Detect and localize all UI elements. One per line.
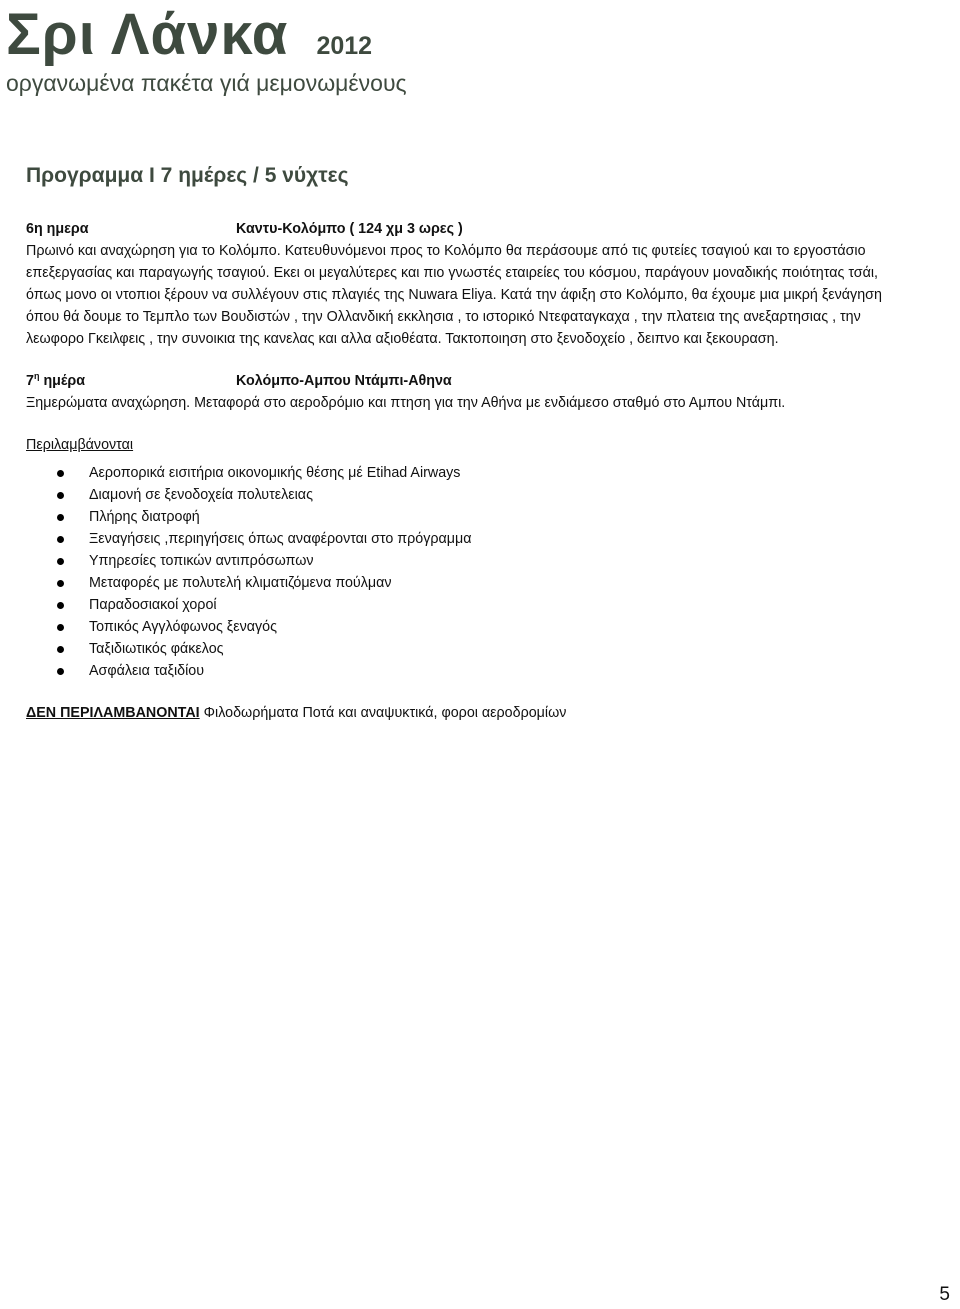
- page-number: 5: [939, 1284, 950, 1305]
- document-body: [26, 218, 906, 724]
- list-item: [26, 572, 906, 594]
- list-item-text: Ασφάλεια ταξιδίου: [89, 663, 205, 679]
- destination-title: Σρι Λάνκα: [6, 2, 289, 67]
- list-item-text: Μεταφορές με πολυτελή κλιματιζόμενα πούλμαν: [89, 575, 392, 591]
- list-item: [26, 616, 906, 638]
- list-item: [26, 660, 906, 682]
- bullet-icon: [57, 580, 64, 587]
- bullet-icon: [57, 470, 64, 477]
- excludes-label: ΔΕΝ ΠΕΡΙΛΑΜΒΑΝΟΝΤΑΙ: [26, 705, 200, 721]
- bullet-icon: [57, 646, 64, 653]
- list-item-text: Πλήρης διατροφή: [89, 509, 200, 525]
- includes-title: Περιλαμβάνονται: [26, 437, 134, 453]
- day7-label-num: 7: [26, 373, 34, 389]
- bullet-icon: [57, 668, 64, 675]
- excludes-text: Φιλοδωρήματα Ποτά και αναψυκτικά, φοροι αεροδρομίων: [199, 705, 567, 721]
- list-item-text: Ταξιδιωτικός φάκελος: [89, 641, 224, 657]
- spacer: [26, 350, 906, 370]
- list-item-text: Τοπικός Αγγλόφωνος ξεναγός: [89, 619, 277, 635]
- list-item: [26, 484, 906, 506]
- bullet-icon: [57, 492, 64, 499]
- list-item: [26, 550, 906, 572]
- list-item: [26, 528, 906, 550]
- list-item: [26, 506, 906, 528]
- day7-label-word: ημέρα: [43, 373, 86, 389]
- list-item-text: Υπηρεσίες τοπικών αντιπρόσωπων: [89, 553, 314, 569]
- list-item: [26, 638, 906, 660]
- day7-label-sup: η: [33, 371, 40, 382]
- list-item: [26, 594, 906, 616]
- bullet-icon: [57, 558, 64, 565]
- day6-label: 6η ημερα: [26, 221, 89, 237]
- bullet-icon: [57, 536, 64, 543]
- list-item-text: Αεροπορικά εισιτήρια οικονομικής θέσης μέ Etihad Airways: [89, 465, 461, 481]
- spacer: [26, 414, 906, 434]
- day7-label: [26, 370, 236, 392]
- day6-heading: [26, 218, 906, 240]
- day6-route: Καντυ-Κολόμπο ( 124 χμ 3 ωρες ): [236, 221, 463, 237]
- program-title: Προγραμμα Ι 7 ημέρες / 5 νύχτες: [26, 164, 349, 187]
- excludes-line: [26, 702, 906, 724]
- bullet-icon: [57, 602, 64, 609]
- list-item-text: Ξεναγήσεις ,περιηγήσεις όπως αναφέρονται στο πρόγραμμα: [89, 531, 472, 547]
- year-label: 2012: [316, 32, 373, 60]
- list-item-text: Παραδοσιακοί χοροί: [89, 597, 217, 613]
- day7-heading: [26, 370, 906, 392]
- day7-route: Κολόμπο-Αμπου Ντάμπι-Αθηνα: [236, 373, 452, 389]
- includes-list: [26, 462, 906, 682]
- subtitle: οργανωμένα πακέτα γιά μεμονωμένους: [6, 70, 407, 96]
- bullet-icon: [57, 514, 64, 521]
- bullet-icon: [57, 624, 64, 631]
- list-item-text: Διαμονή σε ξενοδοχεία πολυτελειας: [89, 487, 313, 503]
- list-item: [26, 462, 906, 484]
- title-row: [6, 4, 372, 66]
- day6-description: Πρωινό και αναχώρηση για το Κολόμπο. Κατευθυνόμενοι προς το Κολόμπο θα περάσουμε από τις φυτείες τσαγιού και το εργοστάσιο επεξεργασίας και παραγωγής τσαγιού. Εκει οι μεγαλύτερες και πιο γνωστές εταιρείες του κόσμου, παράγουν μοναδικής ποιότητας τσάι, όπως μονο οι ντοπιοι ξέρουν να συλλέγουν στις πλαγιές της Nuwara Eliya. Κατά την άφιξη στο Κολόμπο, θα έχουμε μια μικρή ξενάγηση όπου θά δουμε το Τεμπλο των Βουδιστών , την Ολλανδική εκκλησια , το ιστορικό Ντεφαταγκαχα , την πλατεια της ανεξαρτησιας , την λεωφορο Γκειλφεις , την συνοικια της κανελας και αλλα αξιοθέατα. Τακτοποιηση στο ξενοδοχείο , δειπνο και ξεκουραση.: [26, 243, 882, 347]
- day7-description: Ξημερώματα αναχώρηση. Μεταφορά στο αεροδρόμιο και πτηση για την Αθήνα με ενδιάμεσο σταθμό στο Αμπου Ντάμπι.: [26, 395, 786, 411]
- spacer: [26, 682, 906, 702]
